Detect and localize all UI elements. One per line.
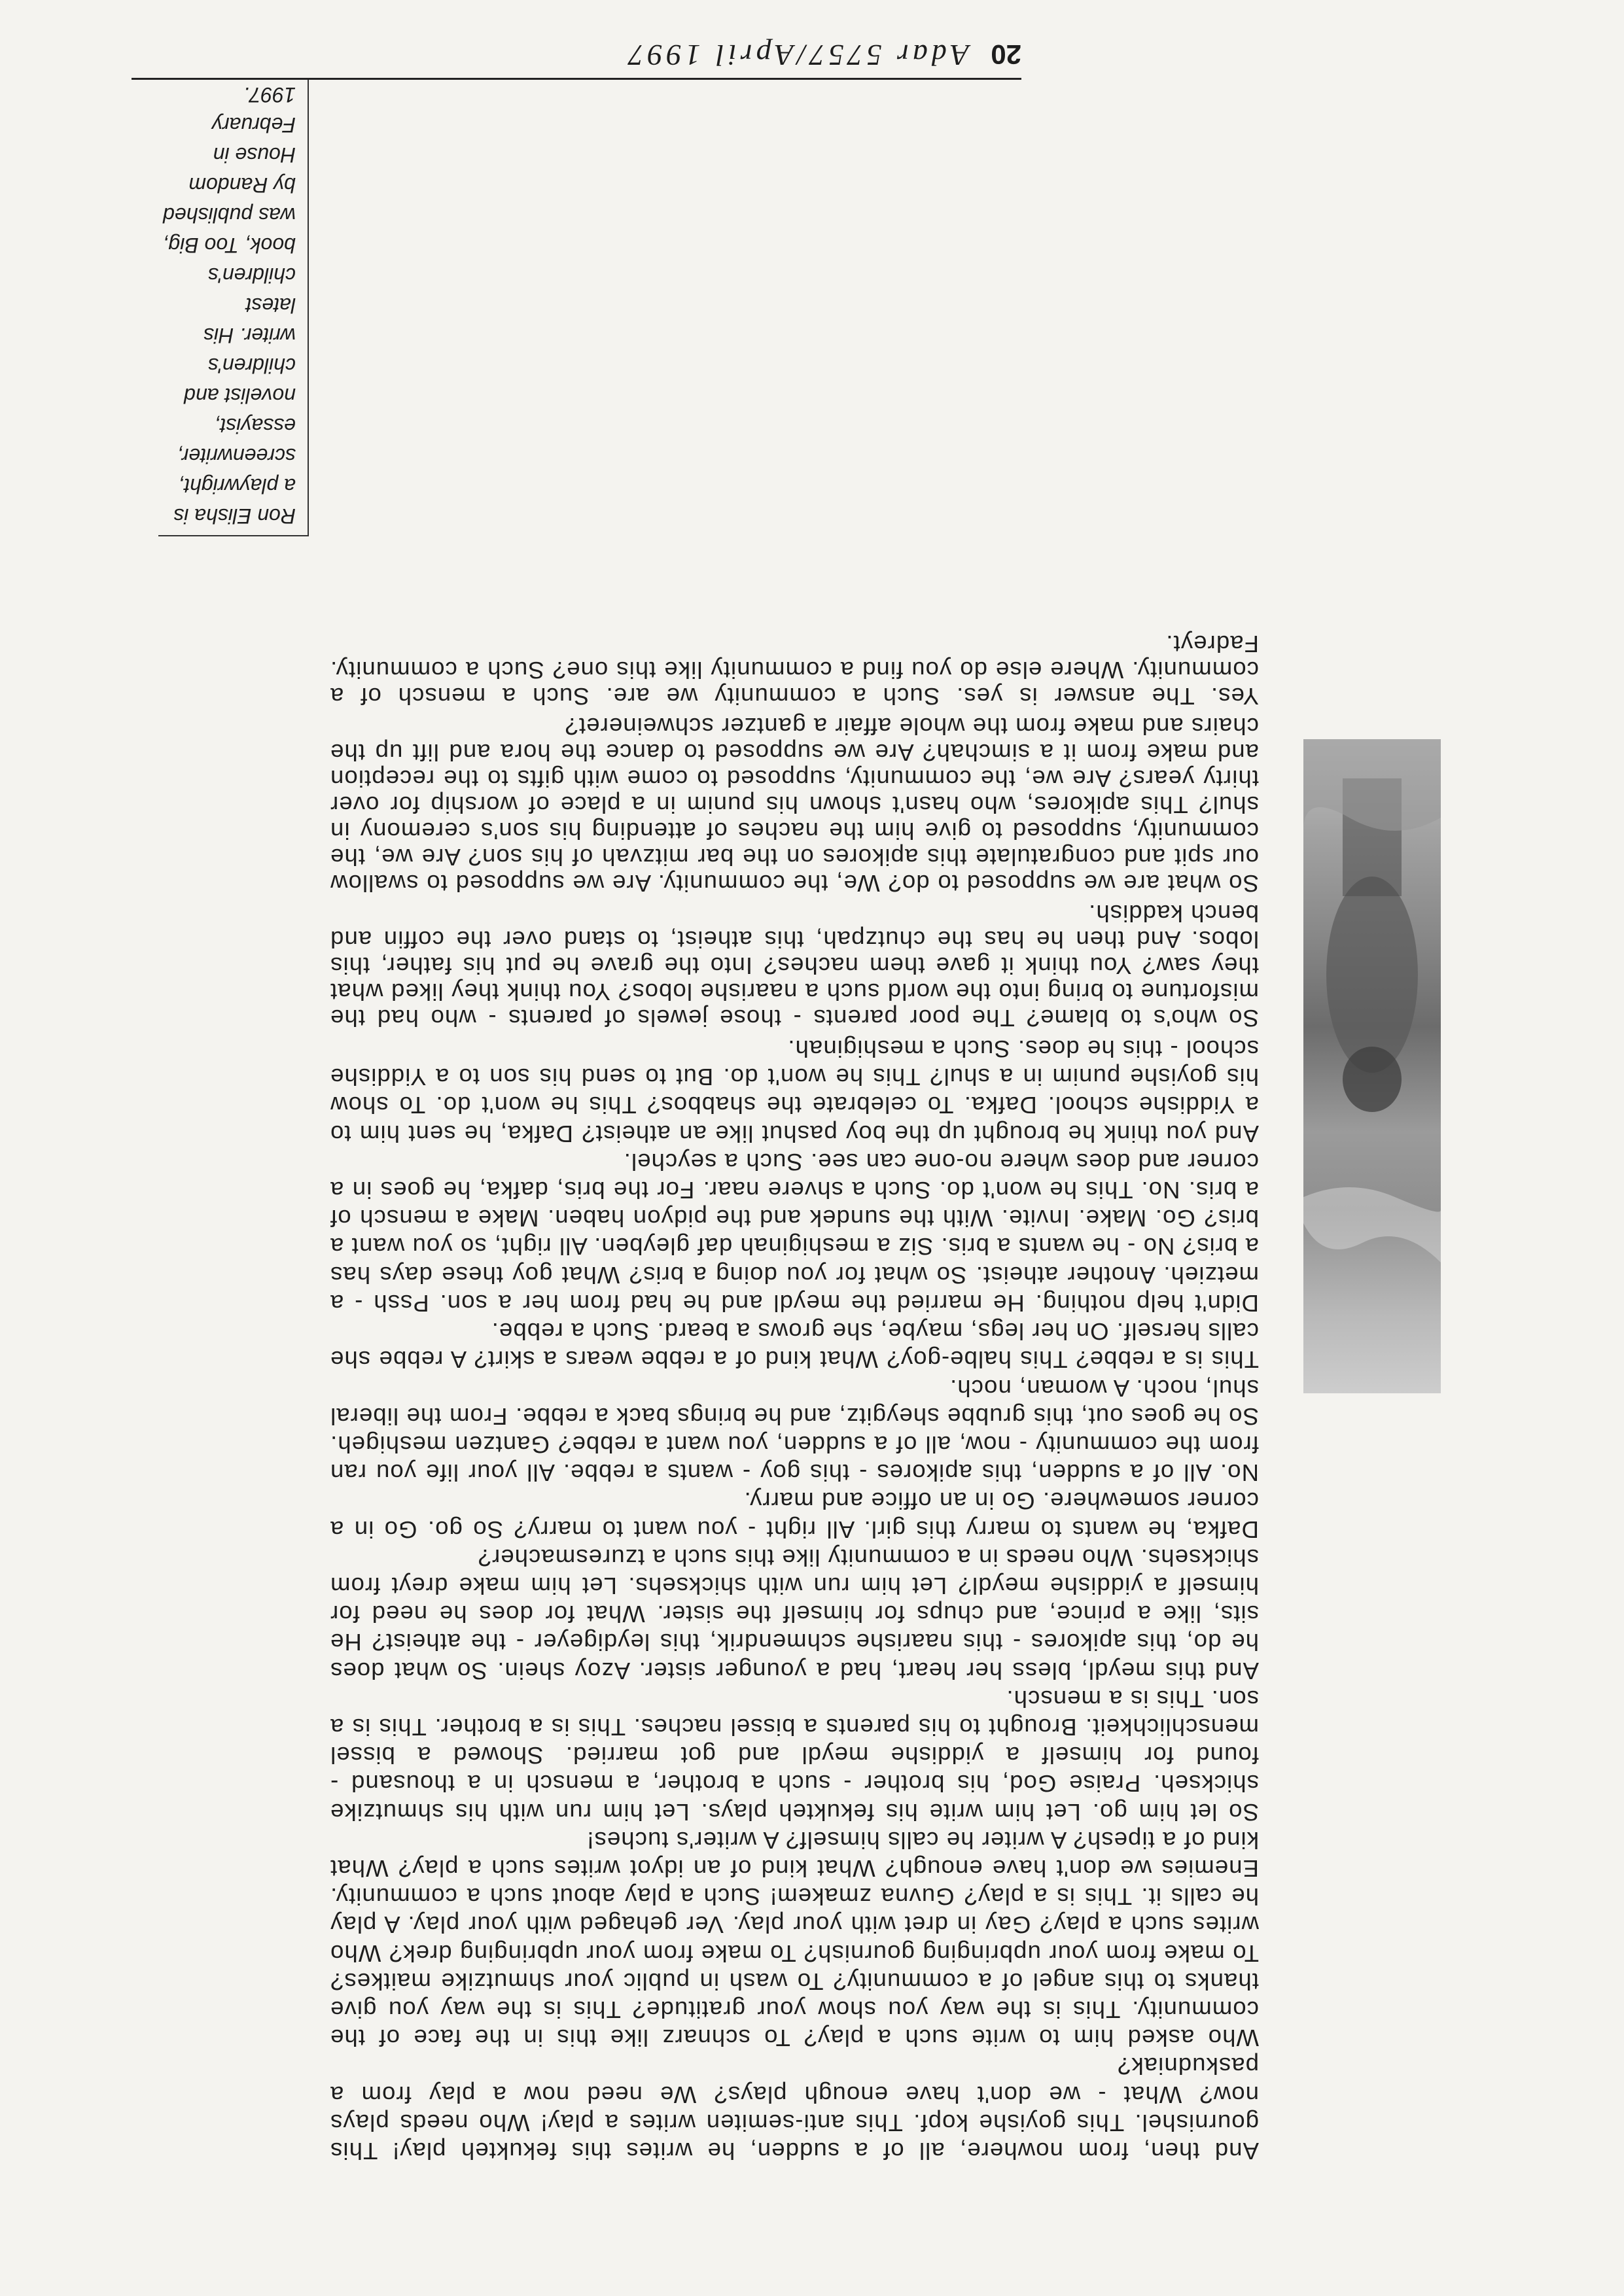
article-body — [330, 631, 1259, 2165]
paragraph: Who asked him to write such a play? To schnarz like this in the face of the community. This is the way you show your gratitude? This is the way you give thanks to this angel of a community? To wash in public your shmutzike maitkes? To make from your upbringing gournish? To make from your upbringing drek? Who writes such a play? Gay in dret with your play. Ver gehaged with your play. A play he calls it. This is a play? Guvna zmakem! Such a play about such a community. Enemies we don't have enough? What kind of an idyot writes such a play? What kind of a tipesh? A writer he calls himself? A writer's tuches! — [330, 1826, 1259, 2052]
paragraph: Yes. The answer is yes. Such a community we are. Such a mensch of a community. Where else do you find a community like this one? Such a community. Fadreyt. — [330, 630, 1259, 710]
paragraph: This is a rebbe? This halbe-goy? What kind of a rebbe wears a skirt? A rebbe she calls herself. On her legs, maybe, she grows a beard. Such a rebbe. — [330, 1318, 1259, 1374]
page-header — [132, 39, 1021, 80]
paragraph: And then, from nowhere, all of a sudden, he writes this fekukteh play! This gournishel. This goyishe kopf. This anti-semiten writes a play! Who needs plays now? What - we don't have enough plays? We need now a play from a paskudniak? — [330, 2053, 1259, 2165]
issue-date: Adar 5757/April 1997 — [624, 39, 969, 72]
photo-figure — [1303, 739, 1441, 1393]
paragraph: Didn't help nothing. He married the meydl and he had from her a son. Pssh - a metzieh. Another atheist. So what for you doing a bris? What goy these days has a bris? No - he wants a bris. Siz a meshiginah daf gleyben. All right, so you want a bris? Go. Make. Invite. With the sundek and the pidyon haben. Make a mensch of a bris. No. This he won't do. Such a shvere naar. For the bris, dafka, he goes in a corner and does where no-one can see. Such a seychel. — [330, 1148, 1259, 1317]
paragraph: Dafka, he wants to marry this girl. All right - you want to marry? So go. Go in a corner somewhere. Go in an office and marry. — [330, 1487, 1259, 1543]
author-bio: Ron Elisha is a playwright, screenwriter, essayist, novelist and children's writer. His latest children's book, Too Big, was published by Random House in February 1997. — [158, 80, 309, 536]
paragraph: No. All of a sudden, this apikores - this goy - wants a rebbe. All your life you ran from the community - now, all of a sudden, you want a rebbe? Gantzen meshigeh. So he goes out, this grubbe sheygitz, and he brings back a rebbe. From the liberal shul, noch. A woman, noch. — [330, 1374, 1259, 1487]
paragraph: So let him go. Let him write his fekukteh plays. Let him run with his shmutzike shickseh. Praise God, his brother - such a brother, a mensch in a thousand - found for himself a yiddishe meydl and got married. Showed a bissel menschlichkeit. Brought to his parents a bissel naches. This is a brother. This is a son. This is a mensch. — [330, 1685, 1259, 1826]
paragraph: So who's to blame? The poor parents - those jewels of parents - who had the misfortune to bring into the world such a naarishe lobos? You think they liked what they saw? You think it gave them naches? Into the grave he put his father, this lobos. And then he has the chutzpah, this atheist, to stand over the coffin and bench kaddish. — [330, 899, 1259, 1032]
paragraph: And you think he brought up the boy pashut like an atheist? Dafka, he sent him to a Yiddishe school. Dafka. To celebrate the shabbos? This he won't do. To show his goyishe punim in a shul? This he won't do. But to send his son to a Yiddishe school - this he does. Such a meshiginah. — [330, 1035, 1259, 1147]
page-number: 20 — [991, 39, 1021, 70]
paragraph: And this meydl, bless her heart, had a younger sister. Azoy shein. So what does he do, this apikores - this naarishe schmendrik, this leydigeyer - the atheist? He sits, like a prince, and chups for himself the sister. What for does he need for himself a yiddishe meydl? Let him run with shicksehs. Let him make dreyt from shicksehs. Who needs in a community like this such a tzuresmacher? — [330, 1544, 1259, 1684]
author-photo — [1303, 739, 1441, 1393]
paragraph: So what are we supposed to do? We, the community. Are we supposed to swallow our spit and congratulate this apikores on the bar mitzvah of his son? Are we, the community, supposed to give him the naches of attending his son's ceremony in shul? This apikores, who hasn't shown his punim in a place of worship for over thirty years? Are we, the community, supposed to come with gifts to the reception and make from it a simchah? Are we supposed to dance the hora and lift up the chairs and make from the whole affair a gantzer schweineret? — [330, 712, 1259, 897]
